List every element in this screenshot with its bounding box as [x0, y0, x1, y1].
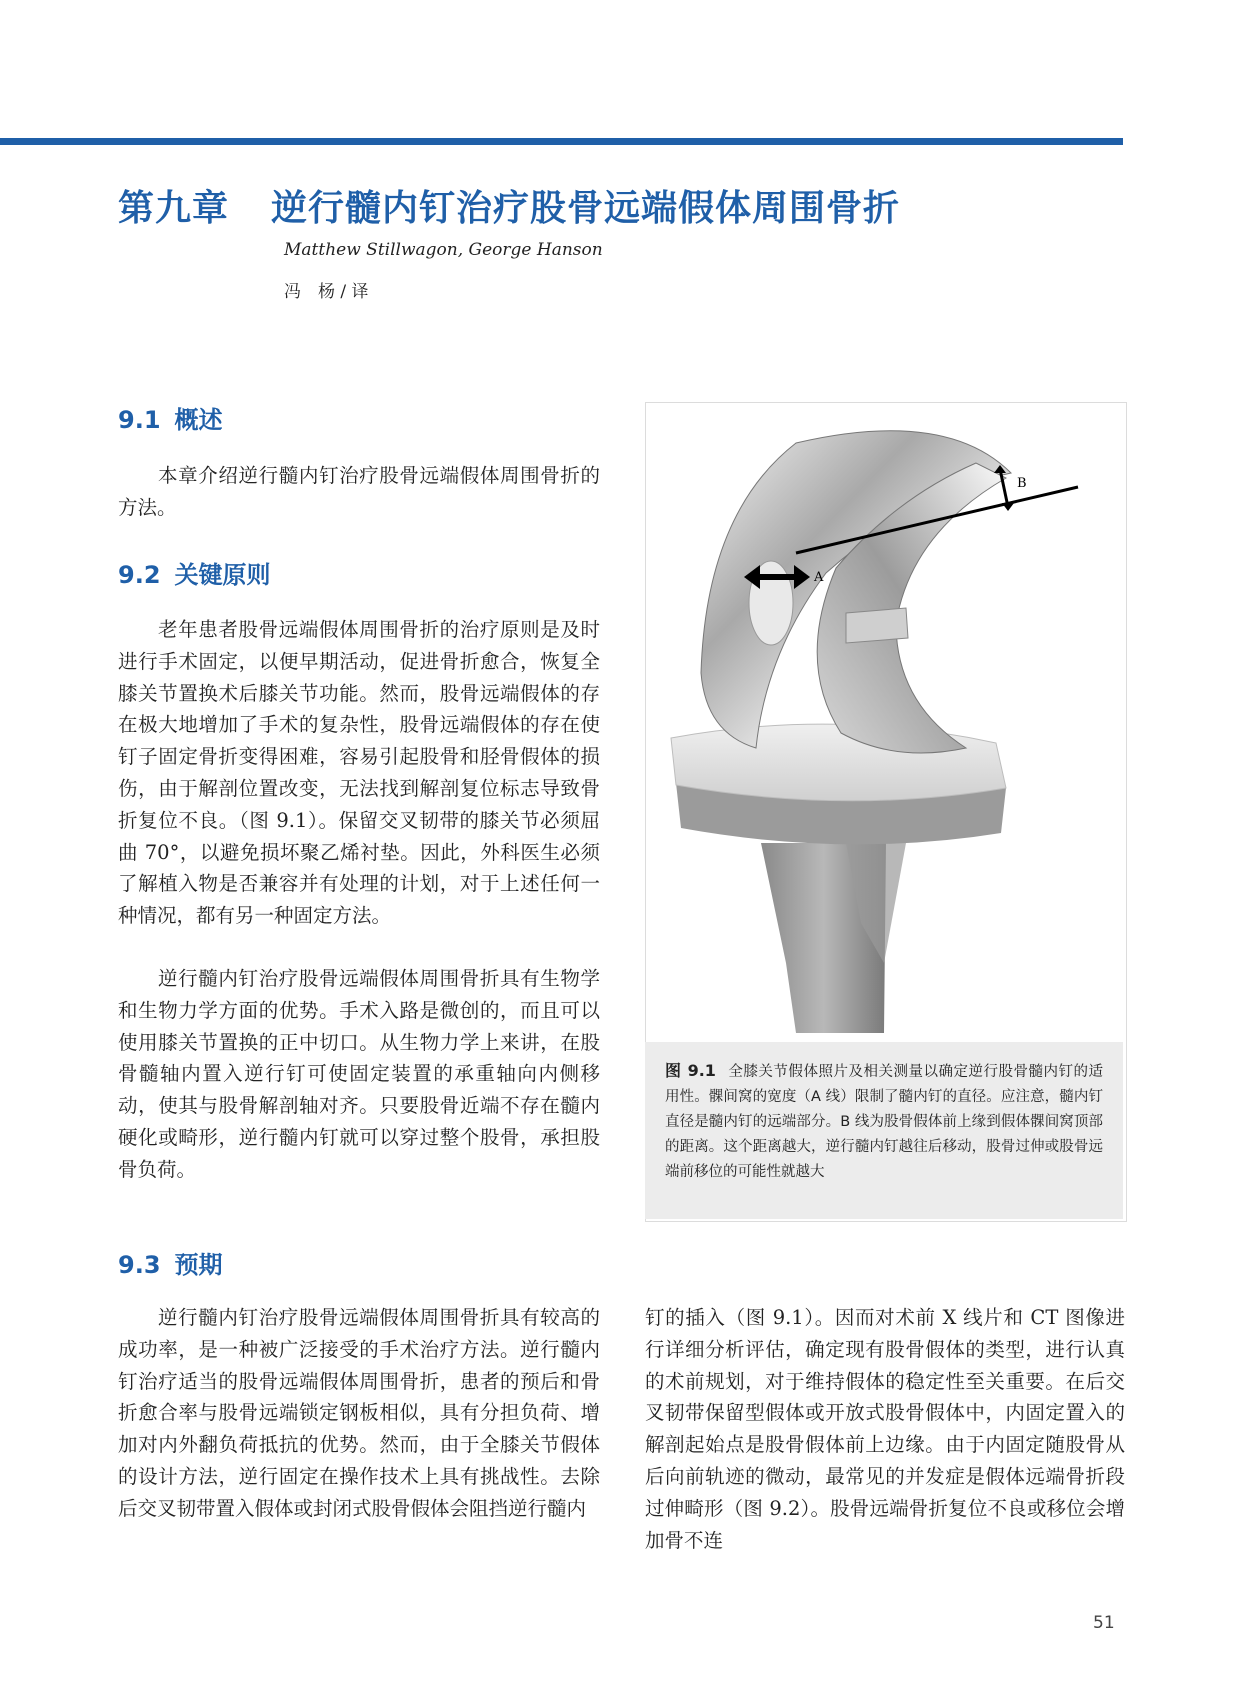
- figure-caption-box: [645, 1042, 1123, 1219]
- chapter-number: 第九章: [118, 188, 230, 229]
- paragraph-principles-2: 逆行髓内钉治疗股骨远端假体周围骨折具有生物学和生物力学方面的优势。手术入路是微创的，而且可以使用膝关节置换的正中切口。从生物力学上来讲，在股骨髓轴内置入逆行钉可使固定装置的承重轴向内侧移动，使其与股骨解剖轴对齐。只要股骨近端不存在髓内硬化或畸形，逆行髓内钉就可以穿过整个股骨，承担股骨负荷。: [118, 967, 600, 1181]
- figure-label: 图 9.1: [665, 1061, 716, 1080]
- polyethylene-insert: [671, 724, 1006, 801]
- section-title: 关键原则: [174, 561, 271, 589]
- section-number: 9.2: [118, 561, 161, 589]
- label-b: B: [1017, 476, 1027, 491]
- section-heading-overview: [118, 400, 223, 435]
- section-number: 9.1: [118, 406, 161, 434]
- chapter-title-text: 逆行髓内钉治疗股骨远端假体周围骨折: [271, 188, 901, 229]
- arrow-b-bottom-icon: [1002, 503, 1014, 511]
- chapter-header-bar: [0, 138, 1123, 145]
- figure-caption-text: 全膝关节假体照片及相关测量以确定逆行股骨髓内钉的适用性。髁间窝的宽度（A 线）限制了髓内钉的直径。应注意，髓内钉直径是髓内钉的远端部分。B 线为股骨假体前上缘到假体髁间窝顶部的距离。这个距离越大，逆行髓内钉越往后移动，股骨过伸或股骨远端前移位的可能性就越大: [665, 1064, 1103, 1180]
- section-number: 9.3: [118, 1251, 161, 1279]
- paragraph-expectation-left: 逆行髓内钉治疗股骨远端假体周围骨折具有较高的成功率，是一种被广泛接受的手术治疗方法。逆行髓内钉治疗适当的股骨远端假体周围骨折，患者的预后和骨折愈合率与股骨远端锁定钢板相似，具有分担负荷、增加对内外翻负荷抵抗的优势。然而，由于全膝关节假体的设计方法，逆行固定在操作技术上具有挑战性。去除后交叉韧带置入假体或封闭式股骨假体会阻挡逆行髓内: [118, 1306, 600, 1520]
- page-number: 51: [1093, 1613, 1115, 1633]
- section-heading-expectation: [118, 1245, 223, 1280]
- paragraph-overview: 本章介绍逆行髓内钉治疗股骨远端假体周围骨折的方法。: [118, 464, 600, 519]
- label-a: A: [814, 570, 824, 585]
- section-heading-principles: [118, 555, 271, 590]
- figure-caption: [665, 1058, 1103, 1185]
- femoral-post: [846, 608, 908, 643]
- chapter-authors: Matthew Stillwagon, George Hanson: [284, 240, 603, 260]
- chapter-title: [118, 180, 900, 231]
- paragraph-principles-1: 老年患者股骨远端假体周围骨折的治疗原则是及时进行手术固定，以便早期活动，促进骨折愈合，恢复全膝关节置换术后膝关节功能。然而，股骨远端假体的存在极大地增加了手术的复杂性，股骨远端假体的存在使钉子固定骨折变得困难，容易引起股骨和胫骨假体的损伤，由于解剖位置改变，无法找到解剖复位标志导致骨折复位不良。（图 9.1）。保留交叉韧带的膝关节必须屈曲 70°，以避免损坏聚乙烯衬垫。因此，外科医生必须了解植入物是否兼容并有处理的计划，对于上述任何一种情况，都有另一种固定方法。: [118, 618, 600, 928]
- section-title: 概述: [174, 406, 223, 434]
- knee-prosthesis-image: [646, 403, 1126, 1043]
- section-title: 预期: [174, 1251, 223, 1279]
- chapter-translator: 冯 杨 / 译: [284, 282, 369, 302]
- paragraph-expectation-right: 钉的插入（图 9.1）。因而对术前 X 线片和 CT 图像进行详细分析评估，确定现有股骨假体的类型，进行认真的术前规划，对于维持假体的稳定性至关重要。在后交叉韧带保留型假体或开放式股骨假体中，内固定置入的解剖起始点是股骨假体前上边缘。由于内固定随股骨从后向前轨迹的微动，最常见的并发症是假体远端骨折段过伸畸形（图 9.2）。股骨远端骨折复位不良或移位会增加骨不连: [645, 1306, 1125, 1552]
